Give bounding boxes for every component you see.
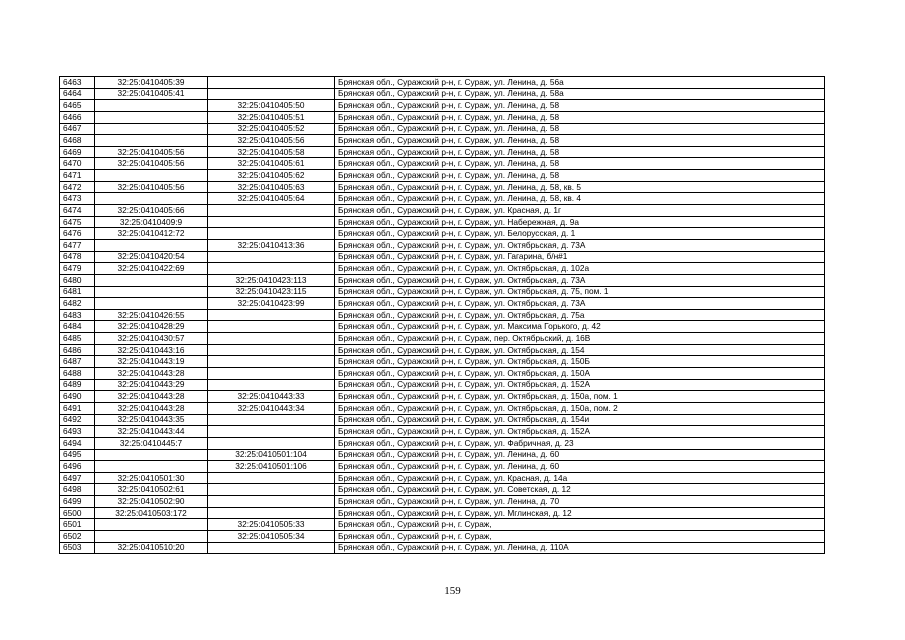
new-cadastral-number: 32:25:0410405:58 [208,146,335,158]
table-row [60,472,825,484]
row-number: 6474 [60,205,95,217]
old-cadastral-number: 32:25:0410443:19 [95,356,208,368]
row-number: 6500 [60,507,95,519]
old-cadastral-number [95,286,208,298]
address-cell: Брянская обл., Суражский р-н, г. Сураж, пер. Октябрьский, д. 16В [335,333,825,345]
new-cadastral-number: 32:25:0410405:62 [208,170,335,182]
address-cell: Брянская обл., Суражский р-н, г. Сураж, ул. Ленина, д. 110А [335,542,825,554]
new-cadastral-number [208,309,335,321]
new-cadastral-number [208,205,335,217]
address-cell: Брянская обл., Суражский р-н, г. Сураж, ул. Набережная, д. 9а [335,216,825,228]
address-cell: Брянская обл., Суражский р-н, г. Сураж, ул. Ленина, д. 56а [335,77,825,89]
table-row [60,88,825,100]
address-cell: Брянская обл., Суражский р-н, г. Сураж, ул. Ленина, д. 58, кв. 4 [335,193,825,205]
new-cadastral-number: 32:25:0410405:64 [208,193,335,205]
old-cadastral-number [95,519,208,531]
table-row [60,239,825,251]
row-number: 6495 [60,449,95,461]
old-cadastral-number: 32:25:0410445:7 [95,437,208,449]
new-cadastral-number: 32:25:0410413:36 [208,239,335,251]
table-row [60,263,825,275]
new-cadastral-number: 32:25:0410405:56 [208,135,335,147]
address-cell: Брянская обл., Суражский р-н, г. Сураж, ул. Ленина, д. 60 [335,449,825,461]
old-cadastral-number [95,298,208,310]
table-row [60,286,825,298]
old-cadastral-number [95,100,208,112]
row-number: 6464 [60,88,95,100]
new-cadastral-number [208,484,335,496]
table-row [60,507,825,519]
table-row [60,379,825,391]
row-number: 6482 [60,298,95,310]
new-cadastral-number: 32:25:0410405:52 [208,123,335,135]
address-cell: Брянская обл., Суражский р-н, г. Сураж, ул. Ленина, д. 58 [335,170,825,182]
table-row [60,414,825,426]
new-cadastral-number: 32:25:0410423:99 [208,298,335,310]
old-cadastral-number [95,111,208,123]
row-number: 6465 [60,100,95,112]
old-cadastral-number: 32:25:0410443:29 [95,379,208,391]
row-number: 6469 [60,146,95,158]
row-number: 6486 [60,344,95,356]
row-number: 6499 [60,496,95,508]
row-number: 6494 [60,437,95,449]
new-cadastral-number [208,472,335,484]
address-cell: Брянская обл., Суражский р-н, г. Сураж, ул. Ленина, д. 58а [335,88,825,100]
address-cell: Брянская обл., Суражский р-н, г. Сураж, ул. Октябрьская, д. 152А [335,379,825,391]
new-cadastral-number [208,216,335,228]
row-number: 6475 [60,216,95,228]
table-row [60,274,825,286]
old-cadastral-number [95,170,208,182]
address-cell: Брянская обл., Суражский р-н, г. Сураж, ул. Белорусская, д. 1 [335,228,825,240]
address-cell: Брянская обл., Суражский р-н, г. Сураж, ул. Октябрьская, д. 102а [335,263,825,275]
table-row [60,146,825,158]
table-row [60,77,825,89]
row-number: 6468 [60,135,95,147]
new-cadastral-number [208,542,335,554]
table-row [60,193,825,205]
table-row [60,333,825,345]
address-cell: Брянская обл., Суражский р-н, г. Сураж, ул. Красная, д. 1г [335,205,825,217]
old-cadastral-number [95,461,208,473]
table-body [60,77,825,554]
address-cell: Брянская обл., Суражский р-н, г. Сураж, ул. Ленина, д. 60 [335,461,825,473]
address-cell: Брянская обл., Суражский р-н, г. Сураж, ул. Октябрьская, д. 154и [335,414,825,426]
new-cadastral-number: 32:25:0410501:106 [208,461,335,473]
old-cadastral-number [95,274,208,286]
new-cadastral-number [208,228,335,240]
old-cadastral-number: 32:25:0410426:55 [95,309,208,321]
row-number: 6503 [60,542,95,554]
address-cell: Брянская обл., Суражский р-н, г. Сураж, ул. Ленина, д. 58 [335,135,825,147]
row-number: 6483 [60,309,95,321]
row-number: 6487 [60,356,95,368]
address-cell: Брянская обл., Суражский р-н, г. Сураж, ул. Октябрьская, д. 150а, пом. 2 [335,402,825,414]
row-number: 6466 [60,111,95,123]
new-cadastral-number: 32:25:0410443:34 [208,402,335,414]
address-cell: Брянская обл., Суражский р-н, г. Сураж, ул. Октябрьская, д. 75, пом. 1 [335,286,825,298]
row-number: 6467 [60,123,95,135]
address-cell: Брянская обл., Суражский р-н, г. Сураж, ул. Ленина, д. 70 [335,496,825,508]
row-number: 6498 [60,484,95,496]
table-row [60,205,825,217]
new-cadastral-number [208,251,335,263]
address-cell: Брянская обл., Суражский р-н, г. Сураж, ул. Октябрьская, д. 150а, пом. 1 [335,391,825,403]
old-cadastral-number: 32:25:0410420:54 [95,251,208,263]
new-cadastral-number [208,379,335,391]
new-cadastral-number: 32:25:0410423:113 [208,274,335,286]
table-row [60,426,825,438]
table-row [60,251,825,263]
old-cadastral-number: 32:25:0410422:69 [95,263,208,275]
table-row [60,309,825,321]
address-cell: Брянская обл., Суражский р-н, г. Сураж, ул. Октябрьская, д. 73А [335,298,825,310]
old-cadastral-number: 32:25:0410430:57 [95,333,208,345]
table-row [60,402,825,414]
row-number: 6479 [60,263,95,275]
row-number: 6493 [60,426,95,438]
new-cadastral-number: 32:25:0410405:63 [208,181,335,193]
table-row [60,298,825,310]
new-cadastral-number [208,426,335,438]
new-cadastral-number [208,344,335,356]
new-cadastral-number: 32:25:0410505:33 [208,519,335,531]
old-cadastral-number: 32:25:0410405:56 [95,158,208,170]
address-cell: Брянская обл., Суражский р-н, г. Сураж, ул. Ленина, д. 58 [335,100,825,112]
row-number: 6489 [60,379,95,391]
row-number: 6492 [60,414,95,426]
address-cell: Брянская обл., Суражский р-н, г. Сураж, ул. Советская, д. 12 [335,484,825,496]
row-number: 6478 [60,251,95,263]
old-cadastral-number [95,123,208,135]
row-number: 6488 [60,368,95,380]
table-row [60,216,825,228]
address-cell: Брянская обл., Суражский р-н, г. Сураж, ул. Мглинская, д. 12 [335,507,825,519]
row-number: 6484 [60,321,95,333]
row-number: 6476 [60,228,95,240]
table-row [60,111,825,123]
table-row [60,321,825,333]
table-row [60,123,825,135]
new-cadastral-number: 32:25:0410423:115 [208,286,335,298]
row-number: 6477 [60,239,95,251]
old-cadastral-number: 32:25:0410443:28 [95,402,208,414]
new-cadastral-number: 32:25:0410405:50 [208,100,335,112]
row-number: 6497 [60,472,95,484]
address-cell: Брянская обл., Суражский р-н, г. Сураж, ул. Ленина, д. 58 [335,146,825,158]
old-cadastral-number: 32:25:0410405:41 [95,88,208,100]
new-cadastral-number [208,507,335,519]
table-row [60,228,825,240]
old-cadastral-number [95,193,208,205]
new-cadastral-number [208,77,335,89]
address-cell: Брянская обл., Суражский р-н, г. Сураж, ул. Октябрьская, д. 152А [335,426,825,438]
old-cadastral-number: 32:25:0410443:16 [95,344,208,356]
address-cell: Брянская обл., Суражский р-н, г. Сураж, ул. Октябрьская, д. 150А [335,368,825,380]
row-number: 6472 [60,181,95,193]
old-cadastral-number: 32:25:0410501:30 [95,472,208,484]
page-number: 159 [444,585,461,597]
cadastral-table [59,76,825,554]
table-row [60,158,825,170]
address-cell: Брянская обл., Суражский р-н, г. Сураж, ул. Ленина, д. 58 [335,111,825,123]
old-cadastral-number: 32:25:0410405:66 [95,205,208,217]
row-number: 6480 [60,274,95,286]
address-cell: Брянская обл., Суражский р-н, г. Сураж, ул. Красная, д. 14а [335,472,825,484]
old-cadastral-number: 32:25:0410443:28 [95,391,208,403]
table-row [60,461,825,473]
table-row [60,391,825,403]
old-cadastral-number [95,135,208,147]
new-cadastral-number [208,356,335,368]
table-row [60,135,825,147]
old-cadastral-number: 32:25:0410443:28 [95,368,208,380]
table-row [60,344,825,356]
address-cell: Брянская обл., Суражский р-н, г. Сураж, [335,530,825,542]
address-cell: Брянская обл., Суражский р-н, г. Сураж, ул. Октябрьская, д. 75а [335,309,825,321]
old-cadastral-number: 32:25:0410443:44 [95,426,208,438]
address-cell: Брянская обл., Суражский р-н, г. Сураж, ул. Октябрьская, д. 73А [335,239,825,251]
new-cadastral-number: 32:25:0410405:61 [208,158,335,170]
row-number: 6502 [60,530,95,542]
new-cadastral-number: 32:25:0410501:104 [208,449,335,461]
address-cell: Брянская обл., Суражский р-н, г. Сураж, ул. Ленина, д. 58 [335,158,825,170]
row-number: 6496 [60,461,95,473]
row-number: 6485 [60,333,95,345]
address-cell: Брянская обл., Суражский р-н, г. Сураж, ул. Максима Горького, д. 42 [335,321,825,333]
row-number: 6470 [60,158,95,170]
address-cell: Брянская обл., Суражский р-н, г. Сураж, ул. Октябрьская, д. 73А [335,274,825,286]
old-cadastral-number: 32:25:0410405:56 [95,181,208,193]
row-number: 6473 [60,193,95,205]
new-cadastral-number [208,321,335,333]
address-cell: Брянская обл., Суражский р-н, г. Сураж, ул. Гагарина, б/н#1 [335,251,825,263]
old-cadastral-number [95,530,208,542]
new-cadastral-number [208,414,335,426]
old-cadastral-number: 32:25:0410503:172 [95,507,208,519]
row-number: 6471 [60,170,95,182]
address-cell: Брянская обл., Суражский р-н, г. Сураж, ул. Ленина, д. 58, кв. 5 [335,181,825,193]
table-row [60,181,825,193]
old-cadastral-number: 32:25:0410405:39 [95,77,208,89]
new-cadastral-number [208,88,335,100]
row-number: 6491 [60,402,95,414]
new-cadastral-number [208,333,335,345]
old-cadastral-number: 32:25:0410502:61 [95,484,208,496]
new-cadastral-number [208,368,335,380]
table-row [60,519,825,531]
table-row [60,170,825,182]
new-cadastral-number [208,437,335,449]
new-cadastral-number: 32:25:0410505:34 [208,530,335,542]
address-cell: Брянская обл., Суражский р-н, г. Сураж, ул. Фабричная, д. 23 [335,437,825,449]
table-row [60,437,825,449]
old-cadastral-number: 32:25:0410510:20 [95,542,208,554]
old-cadastral-number [95,239,208,251]
address-cell: Брянская обл., Суражский р-н, г. Сураж, ул. Октябрьская, д. 154 [335,344,825,356]
old-cadastral-number: 32:25:0410443:35 [95,414,208,426]
row-number: 6490 [60,391,95,403]
table-row [60,496,825,508]
old-cadastral-number: 32:25:0410502:90 [95,496,208,508]
old-cadastral-number: 32:25:0410409:9 [95,216,208,228]
address-cell: Брянская обл., Суражский р-н, г. Сураж, ул. Октябрьская, д. 150Б [335,356,825,368]
new-cadastral-number: 32:25:0410443:33 [208,391,335,403]
row-number: 6481 [60,286,95,298]
table-row [60,542,825,554]
table-row [60,484,825,496]
table-row [60,368,825,380]
row-number: 6501 [60,519,95,531]
new-cadastral-number [208,263,335,275]
old-cadastral-number: 32:25:0410412:72 [95,228,208,240]
address-cell: Брянская обл., Суражский р-н, г. Сураж, [335,519,825,531]
new-cadastral-number: 32:25:0410405:51 [208,111,335,123]
table-row [60,100,825,112]
table-row [60,530,825,542]
address-cell: Брянская обл., Суражский р-н, г. Сураж, ул. Ленина, д. 58 [335,123,825,135]
row-number: 6463 [60,77,95,89]
old-cadastral-number [95,449,208,461]
table-row [60,449,825,461]
old-cadastral-number: 32:25:0410405:56 [95,146,208,158]
new-cadastral-number [208,496,335,508]
old-cadastral-number: 32:25:0410428:29 [95,321,208,333]
table-row [60,356,825,368]
